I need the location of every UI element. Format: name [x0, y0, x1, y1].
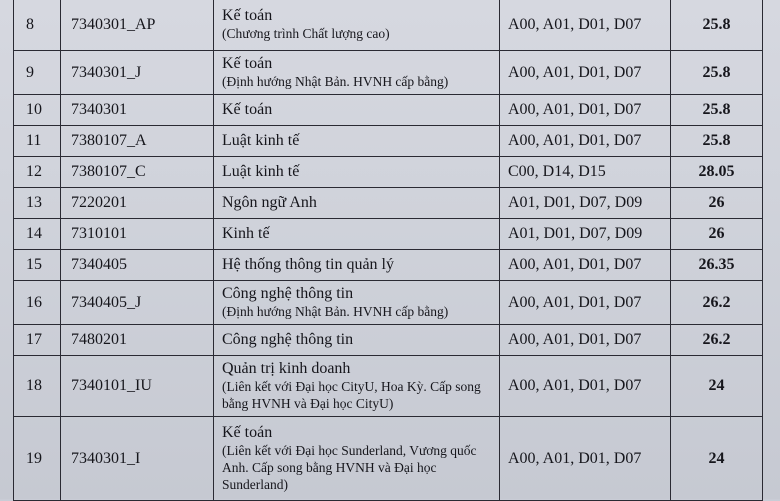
major-code-cell: 7310101	[61, 219, 214, 250]
table-row	[14, 219, 763, 250]
major-code-cell: 7380107_A	[61, 126, 214, 157]
major-name: Kế toán	[222, 101, 273, 118]
subject-combinations-cell: A00, A01, D01, D07	[500, 0, 671, 51]
table-row	[14, 325, 763, 356]
major-note: (Liên kết với Đại học Sunderland, Vương quốc Anh. Cấp song bằng HVNH và Đại học Sunderland)	[222, 443, 477, 492]
major-name: Luật kinh tế	[222, 132, 300, 149]
table-row	[14, 356, 763, 417]
admission-score-cell: 26.2	[671, 325, 763, 356]
table-row	[14, 281, 763, 325]
major-name-cell	[214, 51, 500, 95]
major-code-cell: 7340301_J	[61, 51, 214, 95]
subject-combinations-cell: A00, A01, D01, D07	[500, 356, 671, 417]
row-number-cell: 19	[14, 417, 61, 501]
major-name: Công nghệ thông tin	[222, 331, 354, 348]
major-code-cell: 7340301_AP	[61, 0, 214, 51]
major-name: Kinh tế	[222, 225, 270, 242]
major-name-cell	[214, 417, 500, 501]
table-row	[14, 51, 763, 95]
admission-score-cell: 26	[671, 219, 763, 250]
table-row	[14, 95, 763, 126]
major-name: Kế toán	[222, 55, 273, 72]
subject-combinations-cell: A01, D01, D07, D09	[500, 188, 671, 219]
row-number-cell: 15	[14, 250, 61, 281]
subject-combinations-cell: A00, A01, D01, D07	[500, 281, 671, 325]
admission-score-cell: 24	[671, 417, 763, 501]
major-note: (Định hướng Nhật Bản. HVNH cấp bằng)	[222, 304, 449, 319]
row-number-cell: 14	[14, 219, 61, 250]
admission-score-cell: 25.8	[671, 0, 763, 51]
major-note: (Liên kết với Đại học CityU, Hoa Kỳ. Cấp song bằng HVNH và Đại học CityU)	[222, 379, 481, 411]
row-number-cell: 9	[14, 51, 61, 95]
major-code-cell: 7220201	[61, 188, 214, 219]
major-name-cell	[214, 95, 500, 126]
row-number-cell: 16	[14, 281, 61, 325]
subject-combinations-cell: A00, A01, D01, D07	[500, 417, 671, 501]
row-number-cell: 11	[14, 126, 61, 157]
major-name: Hệ thống thông tin quản lý	[222, 256, 394, 273]
major-name: Kế toán	[222, 7, 273, 24]
major-name: Công nghệ thông tin	[222, 285, 354, 302]
major-code-cell: 7340101_IU	[61, 356, 214, 417]
row-number-cell: 13	[14, 188, 61, 219]
major-note: (Định hướng Nhật Bản. HVNH cấp bằng)	[222, 74, 449, 89]
table-row	[14, 188, 763, 219]
row-number-cell: 12	[14, 157, 61, 188]
row-number-cell: 18	[14, 356, 61, 417]
row-number-cell: 10	[14, 95, 61, 126]
admission-score-cell: 28.05	[671, 157, 763, 188]
table-row	[14, 250, 763, 281]
major-name-cell	[214, 325, 500, 356]
admission-score-cell: 24	[671, 356, 763, 417]
major-name-cell	[214, 219, 500, 250]
major-code-cell: 7340301	[61, 95, 214, 126]
table-row	[14, 126, 763, 157]
major-name-cell	[214, 356, 500, 417]
major-name: Luật kinh tế	[222, 163, 300, 180]
admission-score-cell: 26.2	[671, 281, 763, 325]
admission-score-cell: 26	[671, 188, 763, 219]
major-name-cell	[214, 157, 500, 188]
subject-combinations-cell: A01, D01, D07, D09	[500, 219, 671, 250]
major-code-cell: 7340405_J	[61, 281, 214, 325]
subject-combinations-cell: A00, A01, D01, D07	[500, 51, 671, 95]
subject-combinations-cell: A00, A01, D01, D07	[500, 250, 671, 281]
admission-score-table	[13, 0, 763, 501]
major-code-cell: 7340301_I	[61, 417, 214, 501]
major-name: Kế toán	[222, 424, 273, 441]
admission-score-cell: 25.8	[671, 126, 763, 157]
major-name-cell	[214, 126, 500, 157]
admission-score-cell: 25.8	[671, 95, 763, 126]
table-row	[14, 0, 763, 51]
major-name-cell	[214, 188, 500, 219]
major-code-cell: 7480201	[61, 325, 214, 356]
major-name-cell	[214, 0, 500, 51]
admission-score-cell: 26.35	[671, 250, 763, 281]
subject-combinations-cell: A00, A01, D01, D07	[500, 126, 671, 157]
major-code-cell: 7380107_C	[61, 157, 214, 188]
subject-combinations-cell: C00, D14, D15	[500, 157, 671, 188]
table-body	[14, 0, 763, 501]
major-name-cell	[214, 250, 500, 281]
major-code-cell: 7340405	[61, 250, 214, 281]
subject-combinations-cell: A00, A01, D01, D07	[500, 95, 671, 126]
major-note: (Chương trình Chất lượng cao)	[222, 26, 390, 41]
major-name: Ngôn ngữ Anh	[222, 194, 317, 211]
table-row	[14, 157, 763, 188]
row-number-cell: 17	[14, 325, 61, 356]
table-row	[14, 417, 763, 501]
row-number-cell: 8	[14, 0, 61, 51]
subject-combinations-cell: A00, A01, D01, D07	[500, 325, 671, 356]
admission-score-cell: 25.8	[671, 51, 763, 95]
major-name: Quản trị kinh doanh	[222, 360, 351, 377]
major-name-cell	[214, 281, 500, 325]
